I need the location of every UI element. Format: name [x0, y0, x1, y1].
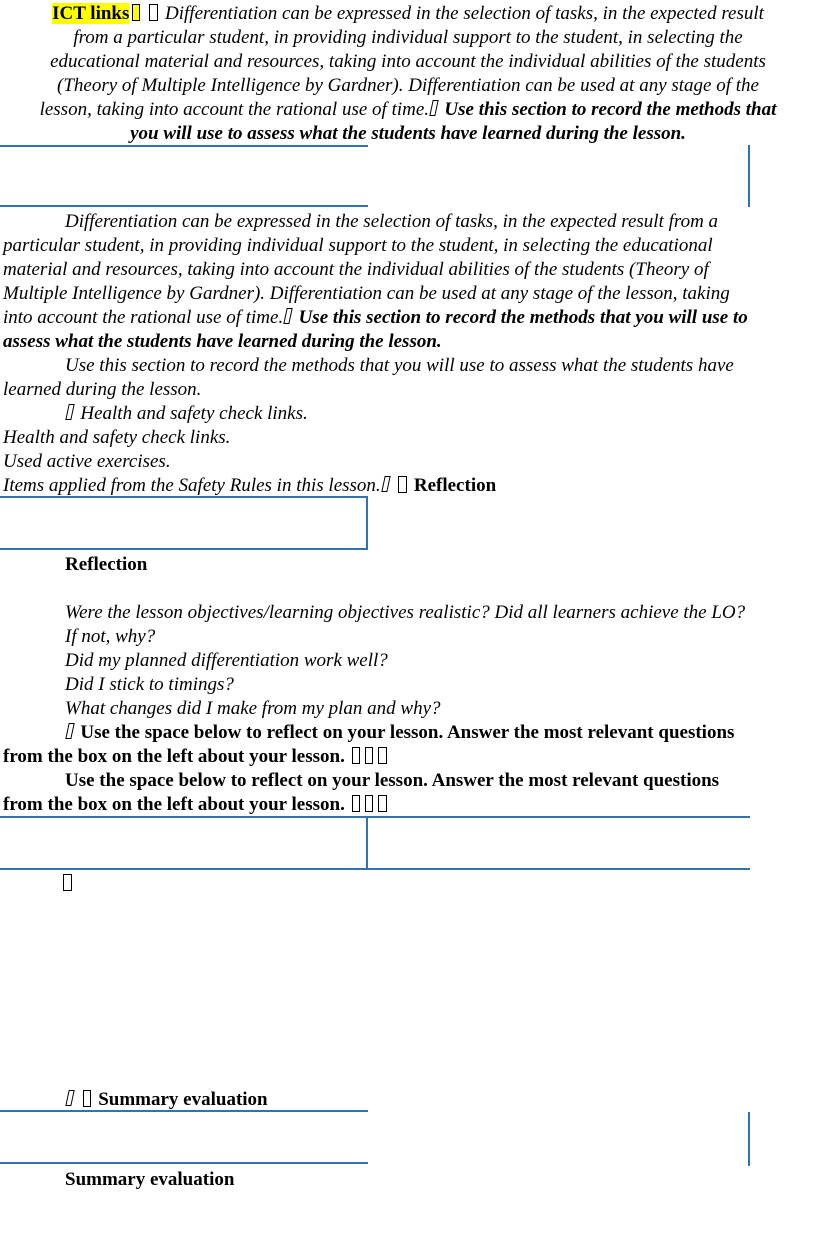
mid-assess-part-1: Use this section to record the methods that you will use to [298, 307, 748, 328]
top-line-5 [0, 98, 816, 122]
reflection-heading: Reflection [65, 554, 148, 575]
form-rule [0, 145, 368, 147]
reflection-question-3: Did my planned differentiation work well? [65, 650, 388, 671]
reflection-instruction-a-1 [65, 721, 734, 745]
top-diff-line-5: lesson, taking into account the rational use of time. [39, 99, 430, 120]
reflection-question-1: Were the lesson objectives/learning objectives realistic? Did all learners achieve the LO? [65, 602, 746, 623]
reflection-instruction-b-2-text: from the box on the left about your lesson. [3, 794, 345, 815]
mid-diff-line-5: into account the rational use of time. [3, 307, 284, 328]
missing-glyph-icon [66, 404, 76, 420]
form-rule [0, 816, 750, 818]
missing-glyph-line [61, 872, 74, 896]
top-diff-line-2: from a particular student, in providing individual support to the student, in selecting the [73, 27, 743, 48]
reflection-instruction-a-1-text: Use the space below to reflect on your lesson. Answer the most relevant questions [80, 722, 735, 743]
mid-line-5 [3, 306, 748, 330]
missing-glyph-icon [63, 874, 72, 890]
health-indented-line [65, 402, 308, 426]
mid-diff-line-2: particular student, in providing individual support to the student, in selecting the educational [3, 235, 713, 256]
top-assess-part-1: Use this section to record the methods that [444, 99, 777, 120]
missing-glyph-icon [132, 4, 141, 20]
missing-glyph-icon [66, 1090, 76, 1106]
missing-glyph-icon [352, 795, 361, 811]
form-rule [0, 205, 368, 207]
form-rule [0, 868, 750, 870]
missing-glyph-icon [398, 476, 407, 492]
missing-glyph-icon [378, 747, 387, 763]
health-line: Health and safety check links. [3, 427, 231, 448]
reflection-question-5: What changes did I make from my plan and why? [65, 698, 441, 719]
items-line [3, 474, 496, 498]
active-exercises-line: Used active exercises. [3, 451, 171, 472]
form-rule-vertical [366, 816, 368, 870]
mid-diff-line-4: Multiple Intelligence by Gardner). Differentiation can be used at any stage of the lesson, taking [3, 283, 730, 304]
missing-glyph-icon [378, 795, 387, 811]
missing-glyph-icon [381, 476, 391, 492]
mid-diff-line-1: Differentiation can be expressed in the selection of tasks, in the expected result from a [65, 211, 719, 232]
reflection-instruction-b-1: Use the space below to reflect on your lesson. Answer the most relevant questions [65, 770, 720, 791]
missing-glyph-icon [430, 100, 440, 116]
reflection-instruction-a-2-text: from the box on the left about your lesson. [3, 746, 345, 767]
form-rule-vertical [366, 496, 368, 550]
reflection-instruction-a-2 [3, 745, 389, 769]
missing-glyph-icon [284, 308, 294, 324]
top-assess-part-2: you will use to assess what the students have learned during the lesson. [130, 123, 686, 144]
missing-glyph-icon [83, 1090, 92, 1106]
form-rule-vertical [748, 145, 750, 207]
missing-glyph-icon [365, 747, 374, 763]
summary-heading: Summary evaluation [65, 1169, 235, 1190]
top-diff-line-3: educational material and resources, taking into account the individual abilities of the students [50, 51, 766, 72]
top-diff-line-1: Differentiation can be expressed in the selection of tasks, in the expected result [165, 3, 764, 24]
missing-glyph-icon [66, 723, 76, 739]
use-section-line-2: learned during the lesson. [3, 379, 202, 400]
missing-glyph-icon [352, 747, 361, 763]
reflection-question-4: Did I stick to timings? [65, 674, 234, 695]
use-section-line-1: Use this section to record the methods that you will use to assess what the students have [65, 355, 734, 376]
items-text: Items applied from the Safety Rules in this lesson. [3, 475, 381, 496]
missing-glyph-icon [365, 795, 374, 811]
reflection-instruction-b-2 [3, 793, 389, 817]
form-rule [0, 1162, 368, 1164]
form-rule [0, 1110, 368, 1112]
form-rule [0, 548, 368, 550]
mid-assess-part-2: assess what the students have learned during the lesson. [3, 331, 442, 352]
summary-inline-line [65, 1088, 268, 1112]
form-rule-vertical [748, 1112, 750, 1166]
reflection-inline: Reflection [413, 475, 497, 496]
form-rule [0, 496, 368, 498]
reflection-question-2: If not, why? [65, 626, 156, 647]
ict-links-label: ICT links [52, 3, 130, 24]
health-indented-text: Health and safety check links. [80, 403, 308, 424]
top-diff-line-4: (Theory of Multiple Intelligence by Gardner). Differentiation can be used at any stage of the [57, 75, 759, 96]
missing-glyph-icon [149, 4, 158, 20]
mid-diff-line-3: material and resources, taking into account the individual abilities of the students (Theory of [3, 259, 709, 280]
summary-inline-text: Summary evaluation [98, 1089, 268, 1110]
top-first-line [0, 2, 816, 26]
